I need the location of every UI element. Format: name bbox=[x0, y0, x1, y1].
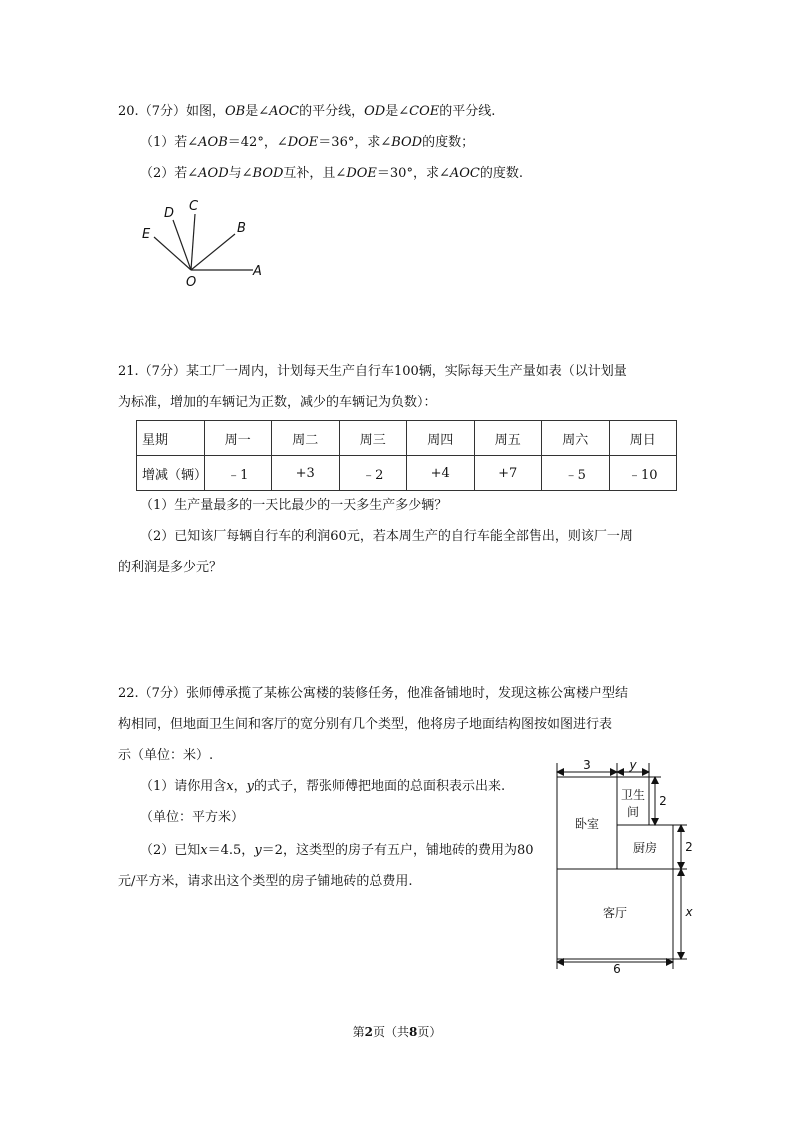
table-cell: +7 bbox=[474, 456, 542, 491]
table-cell: 周六 bbox=[542, 421, 610, 456]
q21-line2: 为标准，增加的车辆记为正数，减少的车辆记为负数）： bbox=[118, 395, 437, 410]
table-cell: 周五 bbox=[474, 421, 542, 456]
q20-part2: （2）若∠AOD与∠BOD互补，且∠DOE＝30°，求∠AOC的度数. bbox=[140, 166, 523, 181]
table-cell: 星期 bbox=[137, 421, 205, 456]
label-d: D bbox=[164, 206, 175, 221]
table-cell: 增减（辆） bbox=[137, 456, 205, 491]
angle-figure bbox=[130, 190, 280, 295]
kitchen-label: 厨房 bbox=[632, 841, 658, 855]
floor-plan-figure bbox=[545, 755, 705, 975]
table-cell: ﹣5 bbox=[542, 456, 610, 491]
table-cell: ﹣2 bbox=[339, 456, 407, 491]
page-footer: 第2页（共8页） bbox=[352, 1025, 442, 1039]
table-cell: 周三 bbox=[339, 421, 407, 456]
bathroom-label-1: 卫生 bbox=[620, 788, 646, 802]
bathroom-label-2: 间 bbox=[626, 805, 640, 819]
q21-part2-line2: 的利润是多少元？ bbox=[118, 560, 223, 575]
dim-top-label: 3 bbox=[583, 758, 591, 772]
label-c: C bbox=[189, 199, 199, 214]
ray-ob bbox=[191, 234, 235, 270]
ray-oc bbox=[191, 214, 195, 270]
label-a: A bbox=[253, 264, 262, 279]
table-cell: 周一 bbox=[204, 421, 272, 456]
q22-part2-line1: （2）已知x＝4.5，y＝2，这类型的房子有五户，铺地砖的费用为80 bbox=[140, 843, 534, 858]
q22-part2-line2: 元/平方米，请求出这个类型的房子铺地砖的总费用. bbox=[118, 874, 413, 889]
dim-bottom-label: 6 bbox=[613, 962, 621, 975]
dim-living-height-label: x bbox=[685, 905, 693, 919]
q22-line1: 22.（7分）张师傅承揽了某栋公寓楼的装修任务，他准备铺地时，发现这栋公寓楼户型结 bbox=[118, 686, 628, 701]
q22-line2: 构相同，但地面卫生间和客厅的宽分别有几个类型，他将房子地面结构图按如图进行表 bbox=[118, 717, 613, 732]
q20-stem: 20.（7分）如图，OB是∠AOC的平分线，OD是∠COE的平分线. bbox=[118, 104, 496, 119]
table-cell: 周四 bbox=[407, 421, 475, 456]
q22-part1: （1）请你用含x，y的式子，帮张师傅把地面的总面积表示出来. bbox=[140, 779, 506, 794]
table-header-row bbox=[137, 421, 677, 456]
table-cell: ﹣10 bbox=[609, 456, 677, 491]
table-cell: 周二 bbox=[272, 421, 340, 456]
dim-kitchen-height-label: 2 bbox=[685, 840, 693, 854]
production-table bbox=[136, 420, 677, 491]
label-b: B bbox=[237, 221, 246, 236]
q21-part1: （1）生产量最多的一天比最少的一天多生产多少辆？ bbox=[140, 498, 448, 513]
q20-part1: （1）若∠AOB＝42°，∠DOE＝36°，求∠BOD的度数； bbox=[140, 135, 475, 150]
label-e: E bbox=[142, 227, 151, 242]
dim-top-right-label: y bbox=[629, 758, 637, 772]
table-row bbox=[137, 456, 677, 491]
q22-part1-unit: （单位：平方米） bbox=[140, 810, 245, 825]
bedroom-label: 卧室 bbox=[574, 817, 600, 831]
table-cell: ﹣1 bbox=[204, 456, 272, 491]
q22-line3: 示（单位：米）. bbox=[118, 748, 214, 763]
table-cell: +4 bbox=[407, 456, 475, 491]
q21-line1: 21.（7分）某工厂一周内，计划每天生产自行车100辆，实际每天生产量如表（以计划量 bbox=[118, 364, 627, 379]
q21-part2-line1: （2）已知该厂每辆自行车的利润60元，若本周生产的自行车能全部售出，则该厂一周 bbox=[140, 529, 633, 544]
table-cell: +3 bbox=[272, 456, 340, 491]
label-o: O bbox=[186, 275, 197, 290]
dim-bath-height-label: 2 bbox=[659, 794, 667, 808]
table-cell: 周日 bbox=[609, 421, 677, 456]
living-label: 客厅 bbox=[602, 906, 628, 920]
